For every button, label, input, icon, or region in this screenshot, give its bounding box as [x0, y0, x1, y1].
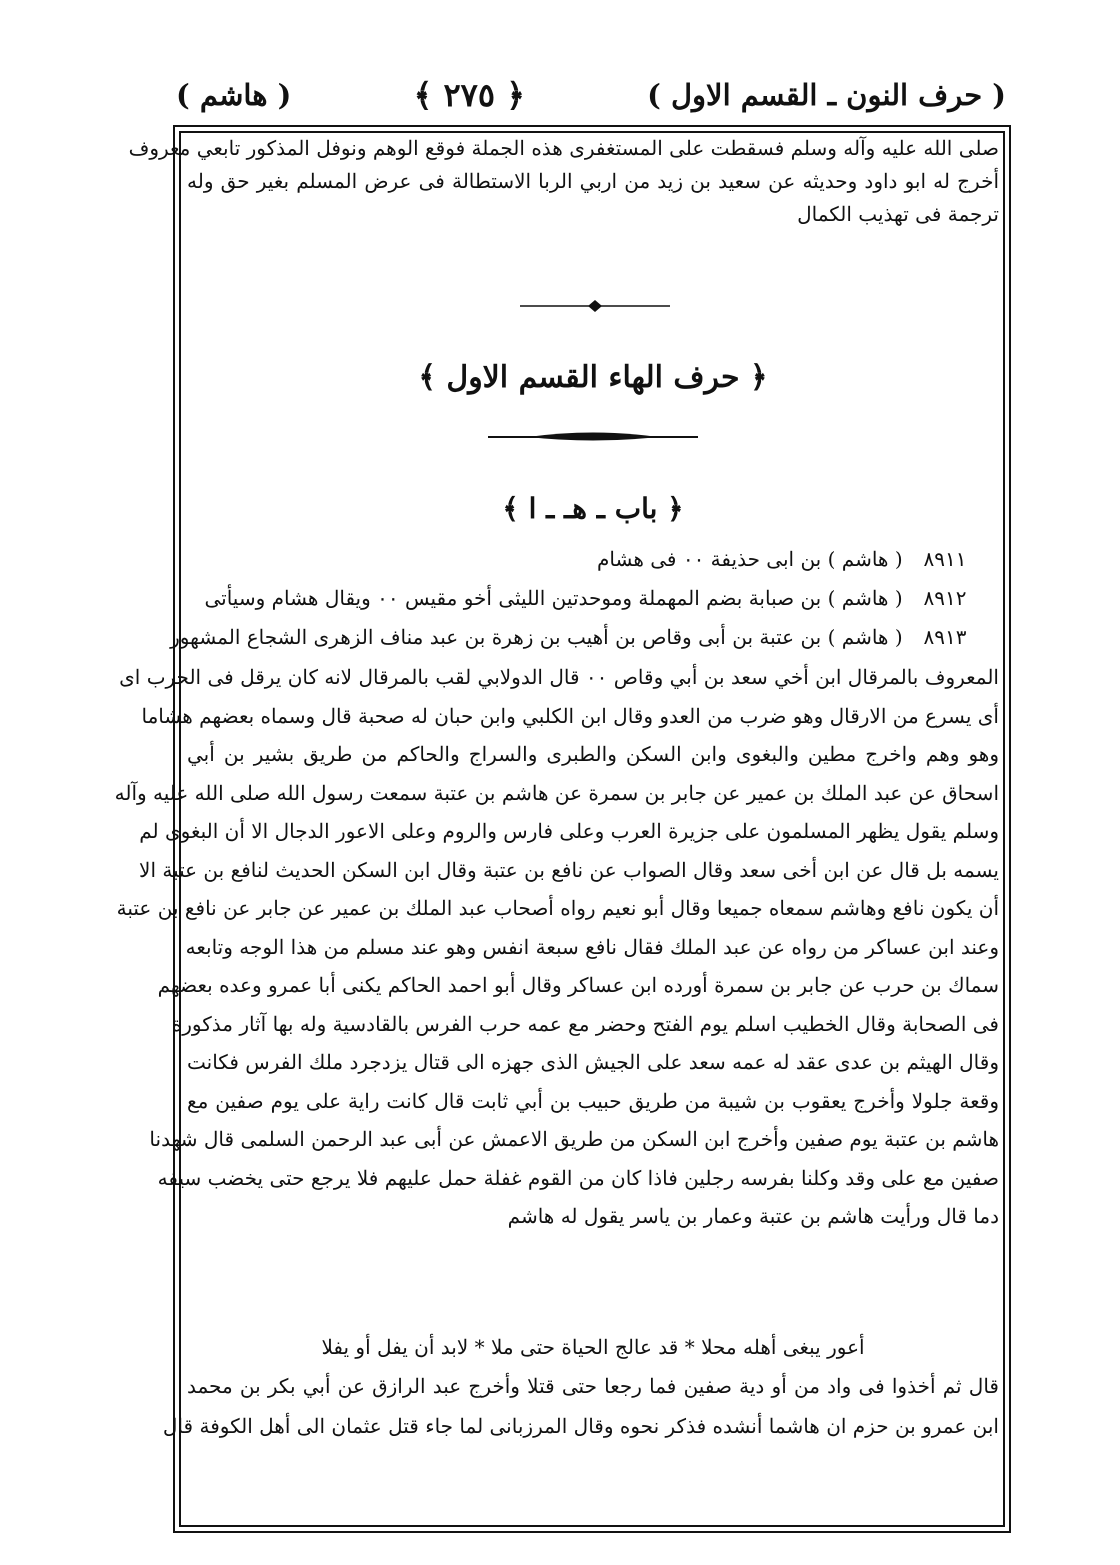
header-entry-name: ( هاشم ): [176, 78, 292, 112]
text-line: أخرج له ابو داود وحديثه عن سعيد بن زيد من اربي الربا الاستطالة فى عرض المسلم بغير حق وله: [187, 169, 999, 193]
poem-verse: أعور يبغى أهله محلا * قد عالج الحياة حتى ملا * لابد أن يفل أو يفلا: [321, 1335, 865, 1359]
text-line: صفين مع على وقد وكلنا بفرسه رجلين فاذا كان من القوم غفلة حمل عليهم فلا يرجع حتى يخضب سيفه: [157, 1165, 999, 1190]
text-line: وهو وهم واخرج مطين والبغوى وابن السكن والطبرى والسراج والحاكم من طريق بشير بن أبي: [187, 742, 999, 766]
text-line: وقعة جلولا وأخرج يعقوب بن شيبة من طريق حبيب بن أبي ثابت قال كانت راية على يوم صفين مع: [187, 1088, 999, 1113]
entry-number: ٨٩١٢: [923, 586, 967, 610]
text-line: أى يسرع من الارقال وهو ضرب من العدو وقال ابن الكلبي وابن حبان له صحبة قال وسماه بعضهم هشاما: [141, 703, 999, 728]
chapter-heading: ﴿ باب ـ هـ ـ ا ﴾: [502, 492, 684, 525]
divider-ornament: [520, 298, 670, 314]
text-line: أن يكون نافع وهاشم سمعاه جميعا وقال أبو نعيم رواه أصحاب عبد الملك بن عمير عن جابر عن نافع بن عتبة: [116, 896, 999, 920]
text-line: ترجمة فى تهذيب الكمال: [797, 202, 999, 226]
text-line: يسمه بل قال عن ابن أخى سعد وقال الصواب عن نافع بن عتبة وقال ابن السكن الحديث لنافع بن عتبة الا: [139, 857, 999, 882]
running-header: [176, 70, 1006, 120]
section-title: ﴿ حرف الهاء القسم الاول ﴾: [418, 360, 768, 395]
text-line: ابن عمرو بن حزم ان هاشما أنشده فذكر نحوه وقال المرزبانى لما جاء قتل عثمان الى أهل الكوفة قال: [162, 1414, 999, 1438]
entry-row: [187, 540, 999, 579]
text-line: سماك بن حرب عن جابر بن سمرة أورده ابن عساكر وقال أبو احمد الحاكم يكنى أبا عمرو وعده بعضهم: [157, 973, 999, 997]
text-line: قال ثم أخذوا فى واد من أو دية صفين فما رجعا حتى قتلا وأخرج عبد الرازق عن أبي بكر بن محمد: [187, 1374, 999, 1398]
entry-row: [170, 618, 999, 657]
text-line: فى الصحابة وقال الخطيب اسلم يوم الفتح وحضر مع عمه حرب الفرس بالقادسية وله بها آثار مذكورة: [171, 1011, 999, 1036]
text-line: هاشم بن عتبة يوم صفين وأخرج ابن السكن من طريق الاعمش عن أبى عبد الرحمن السلمى قال شهدنا: [149, 1127, 999, 1151]
entry-number: ٨٩١٣: [923, 625, 967, 649]
entry-text: ( هاشم ) بن عتبة بن أبى وقاص بن أهيب بن زهرة بن عبد مناف الزهرى الشجاع المشهور: [170, 625, 903, 649]
text-line: وعند ابن عساكر من رواه عن عبد الملك فقال نافع سبعة انفس وهو عند مسلم من هذا الوجه وتابعه: [185, 934, 999, 959]
header-chapter: ( حرف النون ـ القسم الاول ): [647, 78, 1006, 112]
entry-text: ( هاشم ) بن ابى حذيفة ٠٠ فى هشام: [597, 547, 903, 571]
text-line: وقال الهيثم بن عدى عقد له عمه سعد على الجيش الذى جهزه الى قتال يزدجرد ملك الفرس فكانت: [187, 1050, 999, 1074]
text-line: وسلم يقول يظهر المسلمون على جزيرة العرب وعلى فارس والروم وعلى الاعور الدجال الا أن البغوى لم: [139, 819, 999, 843]
text-line: اسحاق عن عبد الملك بن عمير عن جابر بن سمرة عن هاشم بن عتبة سمعت رسول الله صلى الله عليه وآله: [114, 780, 999, 805]
entries-list: [170, 540, 999, 657]
text-line: المعروف بالمرقال ابن أخي سعد بن أبي وقاص ٠٠ قال الدولابي لقب بالمرقال لانه كان يرقل فى الحرب اى: [119, 665, 999, 689]
text-line: دما قال ورأيت هاشم بن عتبة وعمار بن ياسر يقول له هاشم: [507, 1204, 999, 1228]
intro-paragraph: [128, 132, 999, 231]
page-number: ﴿ ٢٧٥ ﴾: [413, 76, 525, 114]
entry-text: ( هاشم ) بن صبابة بضم المهملة وموحدتين الليثى أخو مقيس ٠٠ ويقال هشام وسيأتى: [204, 586, 903, 610]
closing-paragraph: [162, 1366, 999, 1446]
entry-body: [114, 658, 999, 1236]
entry-number: ٨٩١١: [923, 547, 967, 571]
text-line: صلى الله عليه وآله وسلم فسقطت على المستغفرى هذه الجملة فوقع الوهم ونوفل المذكور تابعي معروف: [128, 136, 999, 160]
entry-row: [187, 579, 999, 618]
divider-ornament: [488, 428, 698, 444]
